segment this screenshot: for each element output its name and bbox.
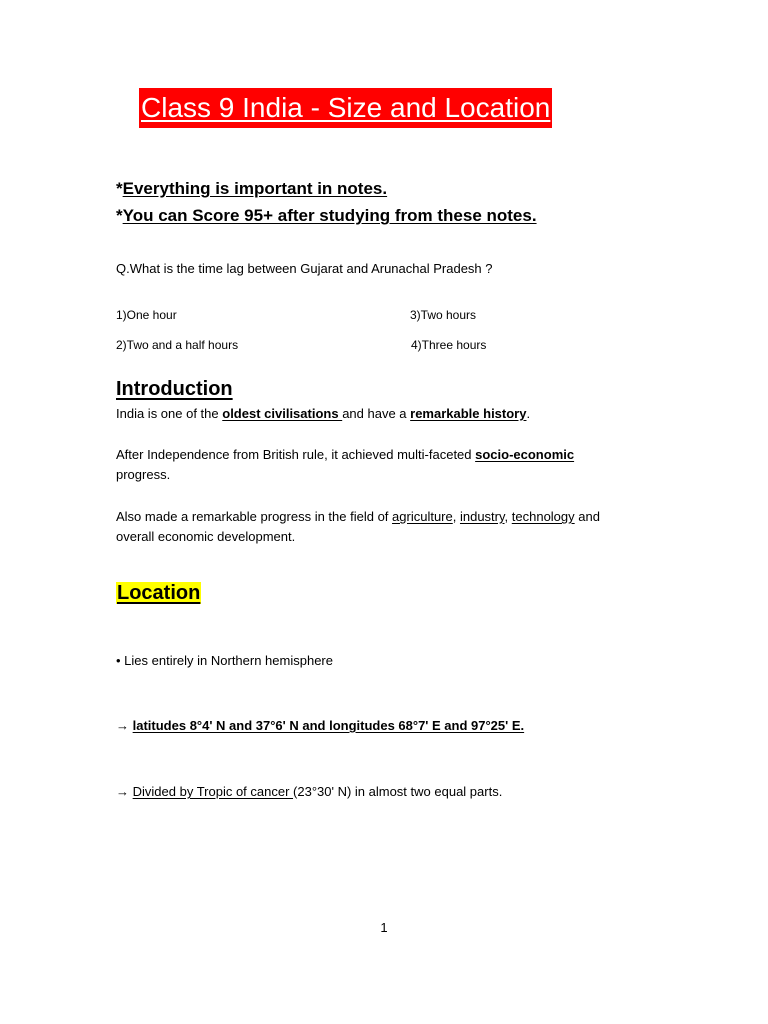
page-number: 1 bbox=[380, 920, 388, 935]
intro-paragraph-1: India is one of the oldest civilisations and have a remarkable history. bbox=[116, 406, 531, 421]
intro-paragraph-3: Also made a remarkable progress in the field of agriculture, industry, technology and overall economic development. bbox=[116, 509, 600, 544]
location-heading: Location bbox=[117, 582, 201, 604]
question-text: Q.What is the time lag between Gujarat and Arunachal Pradesh ? bbox=[116, 261, 493, 276]
intro-paragraph-2: After Independence from British rule, it achieved multi-faceted socio-economic progress. bbox=[116, 447, 575, 482]
option-1: 1)One hour bbox=[116, 308, 177, 322]
note-score-95: *You can Score 95+ after studying from these notes. bbox=[116, 206, 537, 225]
option-4: 4)Three hours bbox=[411, 338, 487, 352]
location-bullet: • Lies entirely in Northern hemisphere bbox=[116, 653, 333, 668]
location-latitudes: → latitudes 8°4' N and 37°6' N and longitudes 68°7' E and 97°25' E. bbox=[116, 718, 525, 733]
option-3: 3)Two hours bbox=[410, 308, 477, 322]
location-tropic: → Divided by Tropic of cancer (23°30' N) in almost two equal parts. bbox=[116, 784, 503, 799]
option-2: 2)Two and a half hours bbox=[116, 338, 239, 352]
note-everything-important: *Everything is important in notes. bbox=[116, 179, 388, 198]
page-title: Class 9 India - Size and Location bbox=[139, 88, 552, 128]
introduction-heading: Introduction bbox=[116, 378, 233, 400]
